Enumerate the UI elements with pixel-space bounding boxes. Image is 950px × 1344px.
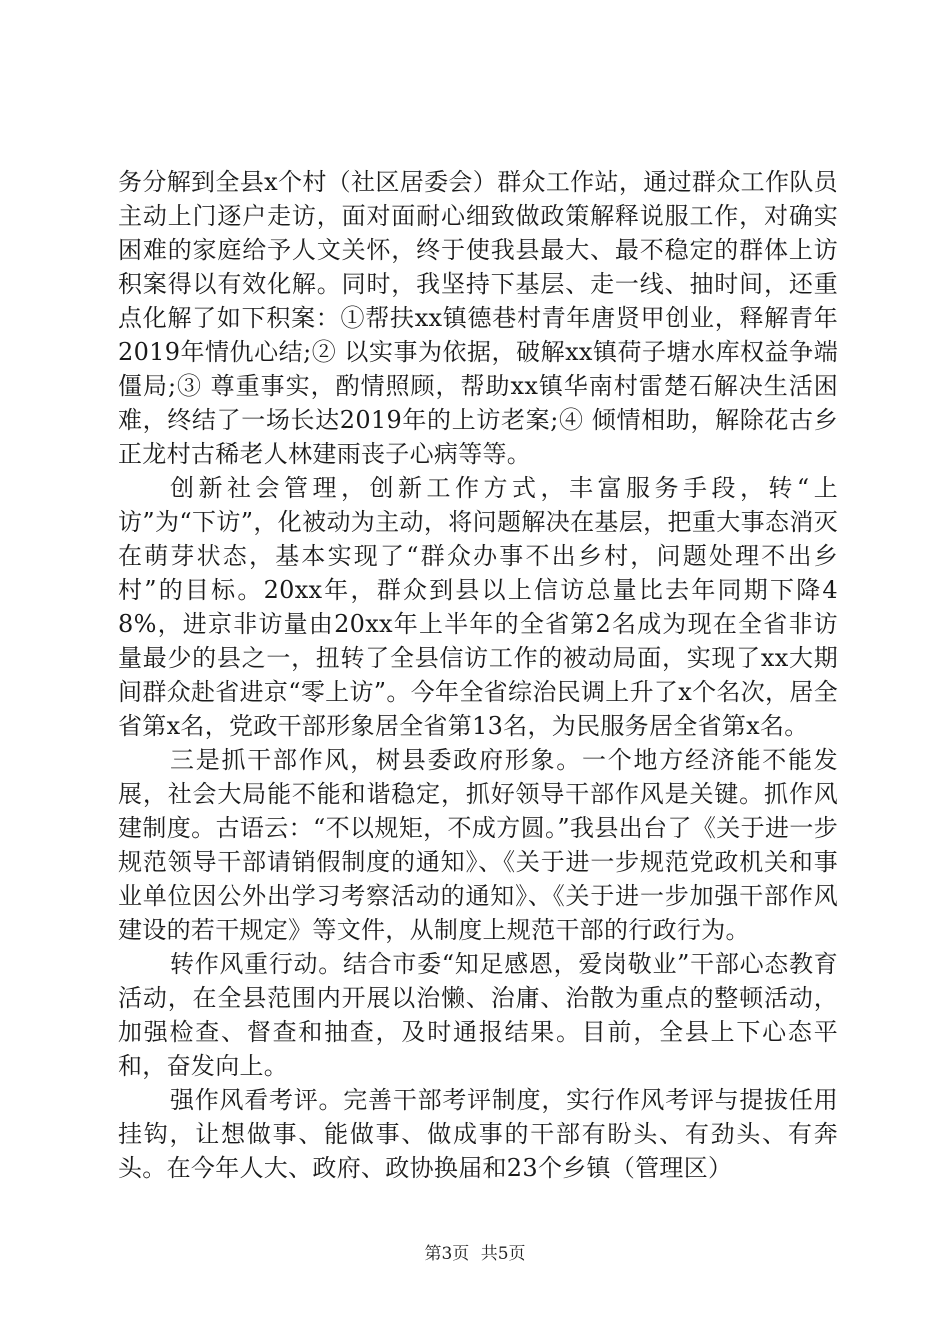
total-page-count: 共5页: [480, 1244, 526, 1264]
paragraph-4: 转作风重行动。结合市委“知足感恩，爱岗敬业”干部心态教育活动，在全县范围内开展以治懒、治庸、治散为重点的整顿活动，加强检查、督查和抽查，及时通报结果。目前，全县上下心态平和，奋发向上。: [118, 950, 838, 1080]
page-footer: [0, 1243, 950, 1265]
document-body: [118, 165, 838, 1185]
paragraph-3: 三是抓干部作风，树县委政府形象。一个地方经济能不能发展，社会大局能不能和谐稳定，抓好领导干部作风是关键。抓作风建制度。古语云：“不以规矩，不成方圆。”我县出台了《关于进一步规范领导干部请销假制度的通知》、《关于进一步规范党政机关和事业单位因公外出学习考察活动的通知》、《关于进一步加强干部作风建设的若干规定》等文件，从制度上规范干部的行政行为。: [118, 746, 838, 944]
paragraph-1: 务分解到全县x个村（社区居委会）群众工作站，通过群众工作队员主动上门逐户走访，面对面耐心细致做政策解释说服工作，对确实困难的家庭给予人文关怀，终于使我县最大、最不稳定的群体上访积案得以有效化解。同时，我坚持下基层、走一线、抽时间，还重点化解了如下积案：①帮扶xx镇德巷村青年唐贤甲创业，释解青年2019年情仇心结;② 以实事为依据，破解xx镇荷子塘水库权益争端僵局;③ 尊重事实，酌情照顾，帮助xx镇华南村雷楚石解决生活困难，终结了一场长达2019年的上访老案;④ 倾情相助，解除花古乡正龙村古稀老人林建雨丧子心病等等。: [118, 168, 838, 468]
paragraph-5: 强作风看考评。完善干部考评制度，实行作风考评与提拔任用挂钩，让想做事、能做事、做成事的干部有盼头、有劲头、有奔头。在今年人大、政府、政协换届和23个乡镇（管理区）: [118, 1086, 838, 1182]
paragraph-2: 创新社会管理，创新工作方式，丰富服务手段，转“上访”为“下访”，化被动为主动，将问题解决在基层，把重大事态消灭在萌芽状态，基本实现了“群众办事不出乡村，问题处理不出乡村”的目标。20xx年，群众到县以上信访总量比去年同期下降48%，进京非访量由20xx年上半年的全省第2名成为现在全省非访量最少的县之一，扭转了全县信访工作的被动局面，实现了xx大期间群众赴省进京“零上访”。今年全省综治民调上升了x个名次，居全省第x名，党政干部形象居全省第13名，为民服务居全省第x名。: [118, 474, 838, 740]
current-page-number: 第3页: [424, 1244, 470, 1264]
